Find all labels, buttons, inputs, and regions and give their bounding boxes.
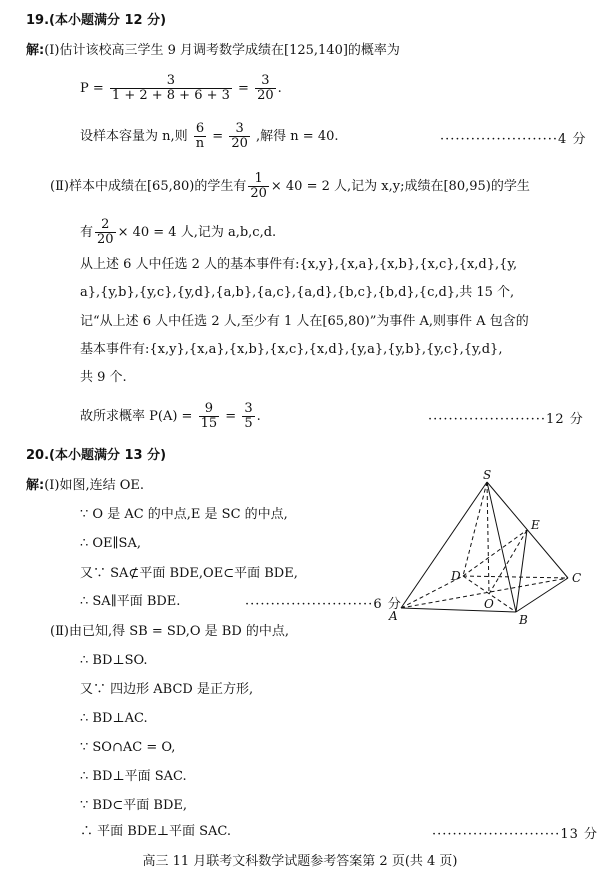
q19-score2: ·······················12 分	[428, 412, 584, 427]
label-A: A	[389, 609, 398, 623]
p-result-numerator: 3	[255, 74, 276, 89]
q20-p2-l5: ∵ SO∩AC = O,	[80, 740, 176, 755]
label-O: O	[484, 597, 494, 611]
page-footer: 高三 11 月联考文科数学试题参考答案第 2 页(共 4 页)	[142, 854, 458, 869]
q20-p2-l7: ∵ BD⊂平面 BDE,	[80, 798, 188, 813]
q19-line8: 基本事件有:{x,y},{x,a},{x,b},{x,c},{x,d},{y,a},{y,b},{y,c},{y,d},	[80, 342, 503, 357]
l4-post: × 40 = 4 人,记为 a,b,c,d.	[117, 225, 277, 240]
prob-pre: 故所求概率 P(A) =	[80, 409, 193, 424]
q19-score1: ·······················4 分	[440, 132, 587, 147]
q20-score1-text: 6 分	[373, 597, 402, 612]
q20-score1: ·························6 分	[245, 597, 402, 612]
label-D: D	[451, 569, 461, 583]
edge-AB	[401, 608, 516, 612]
n-result-fraction	[229, 122, 250, 151]
q20-p1-l3: ∴ OE∥SA,	[80, 536, 141, 551]
n-pre: 设样本容量为 n,则	[80, 129, 188, 144]
q20-p1-l2: ∵ O 是 AC 的中点,E 是 SC 的中点,	[80, 507, 288, 522]
q20-p1-l4: 又∵ SA⊄平面 BDE,OE⊂平面 BDE,	[80, 566, 298, 581]
prob-f2-numerator: 3	[244, 401, 253, 416]
p-result-denominator: 20	[257, 88, 274, 103]
height-SO	[487, 482, 489, 594]
q20-p2-l6: ∴ BD⊥平面 SAC.	[80, 769, 187, 784]
q19-part2-line	[50, 172, 530, 201]
edge-SA	[401, 482, 487, 608]
edge-SC	[487, 482, 568, 578]
q19-line5: 从上述 6 人中任选 2 人的基本事件有:{x,y},{x,a},{x,b},{x,c},{x,d},{y,	[80, 257, 518, 272]
part2-denominator: 20	[250, 186, 267, 201]
prob-fraction1	[199, 402, 220, 431]
q20-p1-l1: (Ⅰ)如图,连结 OE.	[44, 478, 145, 493]
q19-line7: 记“从上述 6 人中任选 2 人,至少有 1 人在[65,80)”为事件 A,则事件 A 包含的	[80, 314, 529, 329]
prob-end: .	[256, 409, 261, 424]
n-result-numerator: 3	[229, 122, 250, 137]
pyramid-figure	[385, 468, 590, 630]
q20-p2-l4: ∴ BD⊥AC.	[80, 711, 148, 726]
prob-equals: =	[225, 409, 237, 424]
p-fraction	[110, 74, 232, 103]
q19-part1-line	[26, 42, 400, 60]
prob-f1-denominator: 15	[200, 416, 218, 431]
p-numerator: 3	[110, 74, 232, 89]
q20-p2-l3: 又∵ 四边形 ABCD 是正方形,	[80, 682, 254, 697]
n-numerator: 6	[194, 122, 206, 137]
label-S: S	[483, 468, 492, 482]
n-result-denominator: 20	[231, 136, 248, 151]
q20-p1-l5: ∴ SA∥平面 BDE.	[80, 594, 181, 609]
part2-pre: (Ⅱ)样本中成绩在[65,80)的学生有	[50, 179, 247, 194]
prob-f2-denominator: 5	[244, 416, 253, 431]
q19-header: 19.(本小题满分 12 分)	[26, 13, 167, 28]
q19-line6: a},{y,b},{y,c},{y,d},{a,b},{a,c},{a,d},{b,c},{b,d},{c,d},共 15 个,	[80, 285, 515, 300]
n-denominator: n	[195, 136, 205, 151]
label-B: B	[519, 613, 528, 627]
q19-line4	[80, 218, 276, 247]
q19-score1-text: 4 分	[558, 132, 587, 147]
q20-p2-l2: ∴ BD⊥SO.	[80, 653, 148, 668]
l4-pre: 有	[80, 225, 94, 240]
q19-score2-text: 12 分	[546, 412, 584, 427]
n-post: ,解得 n = 40.	[256, 129, 339, 144]
n-equals: =	[212, 129, 224, 144]
edge-BE	[516, 530, 527, 612]
edge-SB	[487, 482, 516, 612]
q19-final-probability	[80, 402, 261, 431]
p-denominator: 1 + 2 + 8 + 6 + 3	[111, 88, 230, 103]
l4-fraction	[95, 218, 116, 247]
p-left: P =	[80, 81, 104, 96]
q19-probability-formula	[80, 74, 282, 103]
q20-part1-line1	[26, 477, 144, 495]
prob-fraction2	[242, 402, 254, 431]
part2-fraction	[248, 172, 269, 201]
label-E: E	[531, 518, 540, 532]
q20-header: 20.(本小题满分 13 分)	[26, 448, 167, 463]
l4-denominator: 20	[97, 232, 114, 247]
q20-score2: ·························13 分	[432, 827, 598, 842]
part2-numerator: 1	[248, 172, 269, 187]
label-C: C	[572, 571, 582, 585]
n-fraction	[194, 122, 206, 151]
p-equals: =	[238, 81, 249, 96]
q19-sample-size-line	[80, 122, 339, 151]
p-end: .	[277, 81, 282, 96]
l4-numerator: 2	[95, 218, 116, 233]
segment-OE	[489, 530, 527, 594]
p-result-fraction	[255, 74, 276, 103]
prob-f1-numerator: 9	[199, 402, 220, 417]
part2-mid: × 40 = 2 人,记为 x,y;成绩在[80,95)的学生	[270, 179, 530, 194]
q20-p2-l8: ∴ 平面 BDE⊥平面 SAC.	[80, 824, 231, 839]
q20-solution-label: 解:	[26, 478, 45, 493]
q19-line9: 共 9 个.	[80, 370, 127, 385]
q19-solution-label: 解:	[26, 43, 45, 58]
q19-part1-intro: (Ⅰ)估计该校高三学生 9 月调考数学成绩在[125,140]的概率为	[44, 43, 400, 58]
q20-p2-l1: (Ⅱ)由已知,得 SB = SD,O 是 BD 的中点,	[50, 624, 290, 639]
q20-score2-text: 13 分	[560, 827, 598, 842]
edge-DC	[463, 576, 568, 578]
